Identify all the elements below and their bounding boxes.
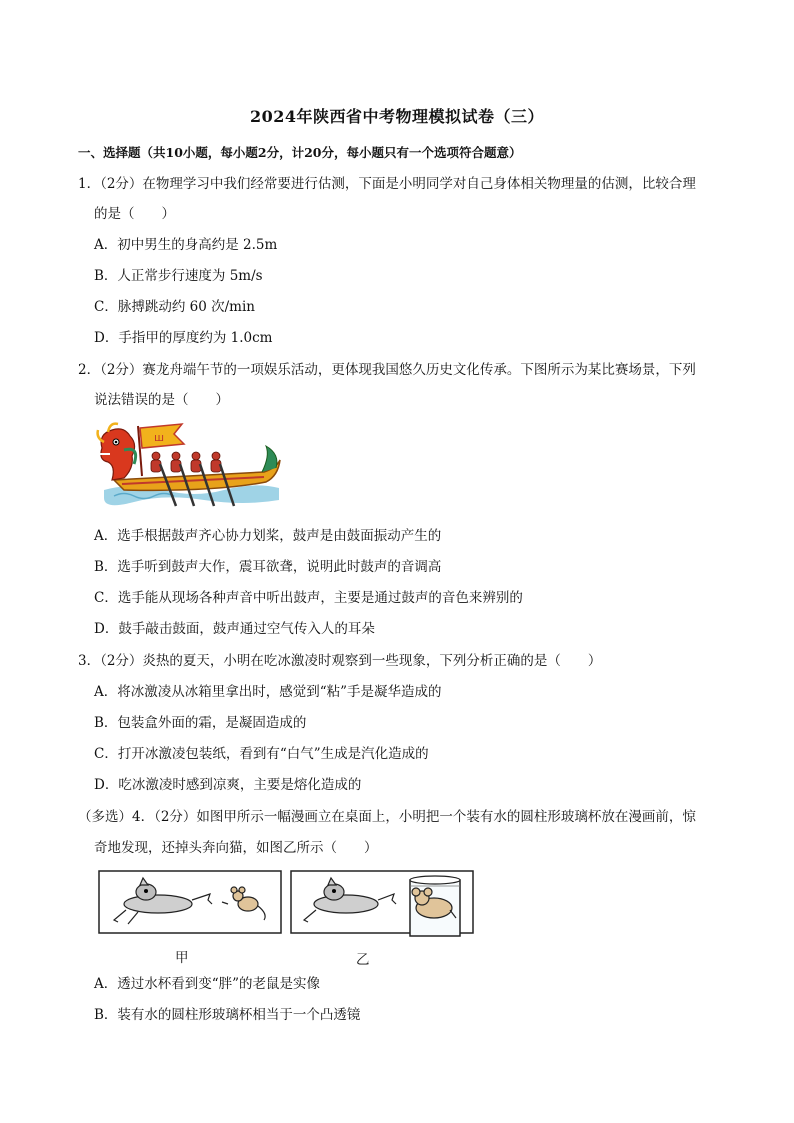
question-4-stem-cont: 奇地发现，还掉头奔向猫，如图乙所示（ ） <box>94 840 378 856</box>
question-3-option-c: C．打开冰激凌包装纸，看到有“白气”生成是汽化造成的 <box>94 746 429 762</box>
question-2-option-c: C．选手能从现场各种声音中听出鼓声，主要是通过鼓声的音色来辨别的 <box>94 590 523 606</box>
section-heading: 一、选择题（共10小题，每小题2分，计20分，每小题只有一个选项符合题意） <box>78 145 522 160</box>
comic-figure-jia <box>98 870 282 934</box>
question-1-option-d: D．手指甲的厚度约为 1.0cm <box>94 330 273 346</box>
svg-text:ш: ш <box>154 431 165 444</box>
question-2-option-a: A．选手根据鼓声齐心协力划桨，鼓声是由鼓面振动产生的 <box>94 528 442 544</box>
question-1-option-c: C．脉搏跳动约 60 次/min <box>94 299 255 315</box>
figure-caption-yi: 乙 <box>356 952 370 968</box>
question-4-option-b: B．装有水的圆柱形玻璃杯相当于一个凸透镜 <box>94 1007 361 1023</box>
question-1-stem-cont: 的是（ ） <box>94 206 175 222</box>
question-3-option-a: A．将冰激凌从冰箱里拿出时，感觉到“粘”手是凝华造成的 <box>94 684 442 700</box>
figure-caption-jia: 甲 <box>175 950 189 966</box>
question-2-stem: 2．（2分）赛龙舟端午节的一项娱乐活动，更体现我国悠久历史文化传承。下图所示为某比赛场景，下列 <box>78 362 696 378</box>
comic-figure-yi <box>290 870 474 938</box>
question-3-stem: 3．（2分）炎热的夏天，小明在吃冰激凌时观察到一些现象，下列分析正确的是（ ） <box>78 653 602 669</box>
question-1-stem: 1．（2分）在物理学习中我们经常要进行估测，下面是小明同学对自己身体相关物理量的估测，比较合理 <box>78 176 696 192</box>
question-1-option-b: B．人正常步行速度为 5m/s <box>94 268 263 284</box>
question-3-option-d: D．吃冰激凌时感到凉爽，主要是熔化造成的 <box>94 777 362 793</box>
question-2-option-b: B．选手听到鼓声大作，震耳欲聋，说明此时鼓声的音调高 <box>94 559 442 575</box>
dragon-boat-image <box>94 420 284 512</box>
question-4-option-a: A．透过水杯看到变“胖”的老鼠是实像 <box>94 976 321 992</box>
question-3-option-b: B．包装盒外面的霜，是凝固造成的 <box>94 715 307 731</box>
question-2-stem-cont: 说法错误的是（ ） <box>94 392 229 408</box>
page-title: 2024年陕西省中考物理模拟试卷（三） <box>249 107 545 126</box>
question-4-stem: （多选）4．（2分）如图甲所示一幅漫画立在桌面上，小明把一个装有水的圆柱形玻璃杯放在漫画前，惊 <box>78 809 696 825</box>
question-2-option-d: D．鼓手敲击鼓面，鼓声通过空气传入人的耳朵 <box>94 621 375 637</box>
question-1-option-a: A．初中男生的身高约是 2.5m <box>94 237 278 253</box>
